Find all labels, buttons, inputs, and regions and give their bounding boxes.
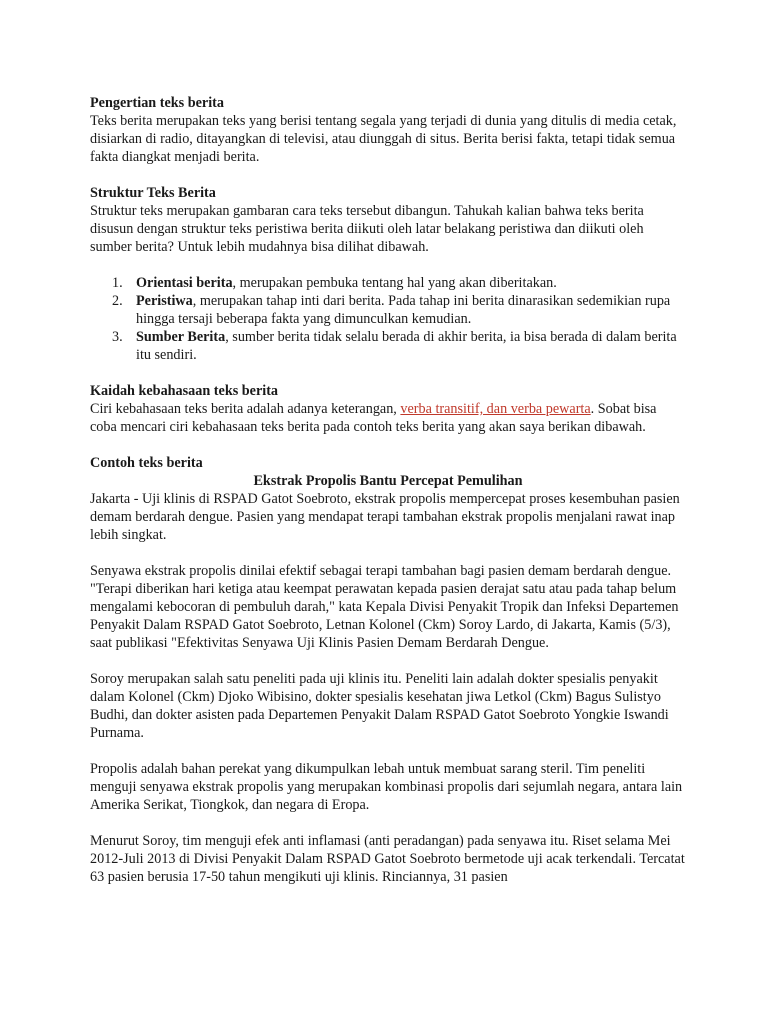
article-title: Ekstrak Propolis Bantu Percepat Pemulihan [253, 473, 523, 489]
list-item [90, 274, 686, 292]
heading-kaidah: Kaidah kebahasaan teks berita [90, 383, 279, 399]
list-term: Orientasi berita [136, 275, 233, 291]
heading-struktur: Struktur Teks Berita [90, 185, 216, 201]
list-item [90, 292, 686, 328]
list-number: 1. [112, 275, 123, 291]
kaidah-link[interactable]: verba transitif, dan verba pewarta [400, 401, 591, 417]
heading-contoh: Contoh teks berita [90, 455, 203, 471]
struktur-list [90, 274, 686, 364]
list-desc: , merupakan tahap inti dari berita. Pada tahap ini berita dinarasikan sedemikian rupa hingga tersaji beberapa fakta yang dimunculkan kemudian. [136, 293, 671, 327]
list-desc: , sumber berita tidak selalu berada di akhir berita, ia bisa berada di dalam berita itu sendiri. [136, 329, 677, 363]
article-paragraph: Soroy merupakan salah satu peneliti pada uji klinis itu. Peneliti lain adalah dokter spesialis penyakit dalam Kolonel (Ckm) Djoko Wibisino, dokter spesialis kesehatan jiwa Letkol (Ckm) Bagus Sulistyo Budhi, dan dokter asisten pada Departemen Penyakit Dalam RSPAD Gatot Soebroto Yongkie Iswandi Purnama. [90, 671, 669, 741]
paragraph-pengertian: Teks berita merupakan teks yang berisi tentang segala yang terjadi di dunia yang ditulis di media cetak, disiarkan di radio, ditayangkan di televisi, atau diunggah di situs. Berita berisi fakta, tetapi tidak semua fakta diangkat menjadi berita. [90, 113, 677, 165]
list-desc: , merupakan pembuka tentang hal yang akan diberitakan. [232, 275, 557, 291]
list-item [90, 328, 686, 364]
list-term: Peristiwa [136, 293, 193, 309]
article-paragraph: Jakarta - Uji klinis di RSPAD Gatot Soebroto, ekstrak propolis mempercepat proses kesembuhan pasien demam berdarah dengue. Pasien yang mendapat terapi tambahan ekstrak propolis menjalani rawat inap lebih singkat. [90, 491, 680, 543]
document-page [90, 94, 686, 904]
heading-pengertian: Pengertian teks berita [90, 95, 224, 111]
paragraph-struktur: Struktur teks merupakan gambaran cara teks tersebut dibangun. Tahukah kalian bahwa teks berita disusun dengan struktur teks peristiwa berita diikuti oleh latar belakang peristiwa dan diikuti oleh sumber berita? Untuk lebih mudahnya bisa dilihat dibawah. [90, 203, 644, 255]
article-paragraph: Menurut Soroy, tim menguji efek anti inflamasi (anti peradangan) pada senyawa itu. Riset selama Mei 2012-Juli 2013 di Divisi Penyakit Dalam RSPAD Gatot Soebroto bermetode uji acak terkendali. Tercatat 63 pasien berusia 17-50 tahun mengikuti uji klinis. Rinciannya, 31 pasien [90, 833, 685, 885]
kaidah-text-before: Ciri kebahasaan teks berita adalah adanya keterangan, [90, 401, 401, 417]
paragraph-kaidah [90, 400, 686, 436]
list-number: 2. [112, 293, 123, 309]
article-paragraph: Senyawa ekstrak propolis dinilai efektif sebagai terapi tambahan bagi pasien demam berdarah dengue. "Terapi diberikan hari ketiga atau keempat perawatan kepada pasien derajat satu atau pada tahap belum mengalami kebocoran di pembuluh darah," kata Kepala Divisi Penyakit Tropik dan Infeksi Departemen Penyakit Dalam RSPAD Gatot Soebroto, Letnan Kolonel (Ckm) Soroy Lardo, di Jakarta, Kamis (5/3), saat publikasi "Efektivitas Senyawa Uji Klinis Pasien Demam Berdarah Dengue. [90, 563, 679, 651]
list-term: Sumber Berita [136, 329, 226, 345]
kaidah-text-after: . Sobat bisa coba mencari ciri kebahasaan teks berita pada contoh teks berita yang akan saya berikan dibawah. [90, 401, 657, 435]
list-number: 3. [112, 329, 123, 345]
article-paragraph: Propolis adalah bahan perekat yang dikumpulkan lebah untuk membuat sarang steril. Tim peneliti menguji senyawa ekstrak propolis yang merupakan kombinasi propolis dari sejumlah negara, antara lain Amerika Serikat, Tiongkok, dan negara di Eropa. [90, 761, 683, 813]
